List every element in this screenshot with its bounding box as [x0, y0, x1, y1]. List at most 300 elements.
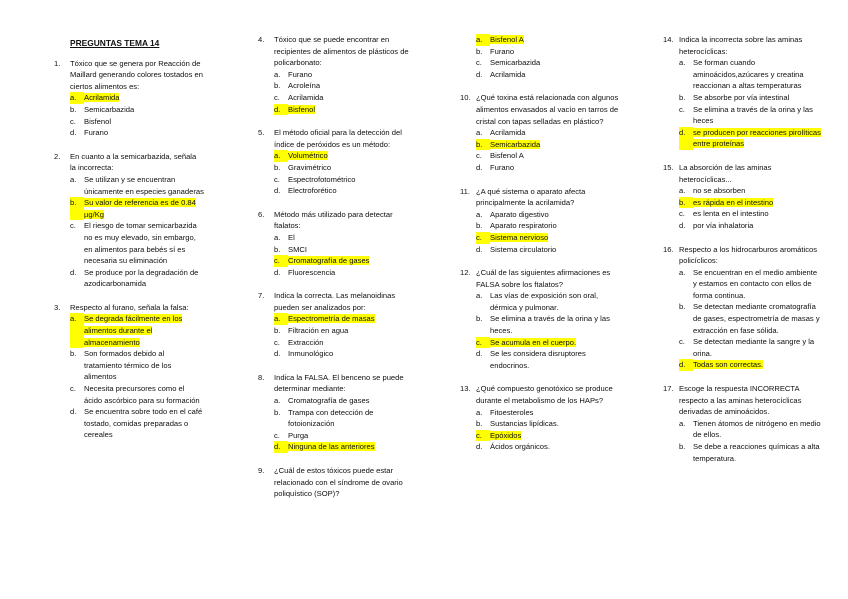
option-label: Extracción: [288, 337, 324, 347]
option-text: [288, 395, 413, 407]
answer-option: [476, 46, 620, 58]
answer-option: [274, 174, 413, 186]
option-label: Necesita precursores como el ácido ascórbico para su formación: [84, 384, 200, 405]
option-letter: c.: [476, 430, 490, 442]
option-letter: d.: [70, 407, 77, 417]
option-label: Semicarbazida: [490, 58, 541, 68]
option-label: Se les considera disruptores endocrinos.: [490, 349, 586, 370]
answer-option: [274, 185, 413, 197]
question-stem: [54, 151, 204, 174]
answer-option: [274, 407, 413, 430]
highlighted-answer: Se acumula en el cuerpo.: [490, 337, 577, 347]
option-letter: b.: [70, 197, 84, 220]
option-text: [84, 197, 204, 220]
option-text: [84, 383, 204, 406]
option-text: [288, 174, 413, 186]
option-text: [288, 104, 413, 116]
answer-option-correct: [679, 127, 823, 150]
option-letter: a.: [70, 92, 84, 104]
question-number: 17.: [663, 384, 674, 394]
option-text: [84, 104, 204, 116]
question-number: 11.: [460, 186, 470, 196]
option-letter: b.: [274, 81, 281, 91]
question-stem: [460, 92, 620, 127]
answer-option-correct: [274, 255, 413, 267]
question-text: ¿Cuál de las siguientes afirmaciones es FALSA sobre los ftalatos?: [476, 268, 611, 289]
answer-option: [476, 441, 620, 453]
answer-option-correct: [679, 359, 823, 371]
option-text: [288, 80, 413, 92]
option-text: [288, 325, 413, 337]
option-letter: b.: [679, 302, 686, 312]
option-label: Electroforético: [288, 186, 337, 196]
option-text: [84, 127, 204, 139]
option-label: Furano: [490, 46, 515, 56]
option-letter: d.: [274, 267, 281, 277]
option-label: Furano: [84, 128, 109, 138]
answer-option: [476, 290, 620, 313]
highlighted-answer: Bisfenol: [288, 104, 316, 114]
option-letter: a.: [476, 291, 483, 301]
answer-option: [679, 418, 823, 441]
question-stem: [663, 34, 823, 57]
question-number: 15.: [663, 162, 674, 172]
option-label: Aparato respiratorio: [490, 221, 557, 231]
answer-option-correct: [274, 150, 413, 162]
option-text: [288, 407, 413, 430]
question-stem: [258, 127, 413, 150]
option-label: Se utilizan y se encuentran únicamente en especies ganaderas: [84, 174, 204, 196]
question-text: Tóxico que se puede encontrar en recipientes de alimentos de plásticos de policarbonato:: [274, 35, 409, 68]
answer-option-correct: [70, 92, 204, 104]
option-text: [693, 418, 823, 441]
question-stem: [54, 302, 204, 314]
question-stem: [258, 372, 413, 395]
option-letter: c.: [274, 337, 280, 347]
option-text: [490, 290, 620, 313]
option-letter: c.: [476, 337, 490, 349]
option-letter: c.: [679, 104, 685, 114]
option-text: [84, 406, 204, 441]
answer-option: [476, 127, 620, 139]
option-label: Acrilamida: [288, 92, 324, 102]
answer-option: [679, 104, 823, 127]
question-item: [258, 372, 413, 453]
option-letter: a.: [476, 407, 483, 417]
option-letter: b.: [70, 104, 77, 114]
option-label: Sistema circulatorio: [490, 244, 557, 254]
option-letter: c.: [476, 232, 490, 244]
highlighted-answer: Epóxidos: [490, 430, 522, 440]
option-text: [490, 46, 620, 58]
option-label: Furano: [288, 69, 313, 79]
question-text: Respecto a los hidrocarburos aromáticos policíclicos:: [679, 244, 818, 266]
option-letter: d.: [70, 128, 77, 138]
question-stem: [258, 209, 413, 232]
answer-option: [274, 337, 413, 349]
option-text: [288, 430, 413, 442]
option-letter: b.: [679, 92, 686, 102]
highlighted-answer: Volumétrico: [288, 151, 328, 161]
question-text: Tóxico que se genera por Reacción de Maillard generando colores tostados en ciertos alimentos es:: [70, 58, 203, 91]
question-item: [460, 267, 620, 371]
option-letter: b.: [70, 349, 77, 359]
option-text: [693, 208, 823, 220]
answer-option: [679, 92, 823, 104]
answer-option: [679, 220, 823, 232]
question-item: [663, 244, 823, 372]
option-text: [288, 232, 413, 244]
question-text: ¿Qué compuesto genotóxico se produce durante el metabolismo de los HAPs?: [476, 384, 613, 406]
option-letter: d.: [274, 441, 288, 453]
answer-option: [679, 301, 823, 336]
option-text: [288, 185, 413, 197]
option-text: [693, 127, 823, 150]
question-stem: [460, 383, 620, 406]
option-text: [288, 255, 413, 267]
question-stem: [663, 162, 823, 185]
answer-option: [476, 418, 620, 430]
option-label: Filtración en agua: [288, 326, 349, 336]
option-text: [490, 139, 620, 151]
option-text: [490, 418, 620, 430]
question-number: 8.: [258, 372, 265, 382]
highlighted-answer: se producen por reacciones pirolíticas entre proteínas: [693, 127, 821, 149]
answer-option: [476, 57, 620, 69]
question-stem: [460, 186, 620, 209]
question-number: 4.: [258, 35, 265, 44]
option-text: [693, 301, 823, 336]
answer-option: [476, 150, 620, 162]
answer-option: [70, 116, 204, 128]
answer-option-correct: [70, 313, 204, 348]
question-item: [54, 58, 204, 139]
question-item: [258, 34, 413, 115]
highlighted-answer: Acrilamida: [84, 93, 120, 103]
option-letter: a.: [274, 232, 281, 242]
option-letter: d.: [274, 349, 281, 359]
option-text: [288, 162, 413, 174]
answer-option: [274, 69, 413, 81]
question-number: 3.: [54, 302, 61, 312]
answer-option: [70, 127, 204, 139]
option-letter: d.: [679, 220, 686, 230]
option-letter: c.: [476, 58, 482, 68]
option-label: Se encuentra sobre todo en el café tostado, comidas preparadas o cereales: [84, 407, 203, 440]
option-text: [693, 336, 823, 359]
question-number: 10.: [460, 93, 471, 103]
option-text: [288, 348, 413, 360]
question-number: 12.: [460, 268, 471, 278]
option-letter: a.: [274, 150, 288, 162]
column-1: [54, 34, 204, 453]
question-item: [663, 34, 823, 150]
option-text: [84, 116, 204, 128]
option-text: [490, 150, 620, 162]
option-label: Se forman cuando aminoácidos,azúcares y creatina reaccionan a altas temperaturas: [693, 58, 804, 91]
question-text: Escoge la respuesta INCORRECTA respecto a las aminas heterocíclicas derivadas de aminoácidos.: [679, 384, 802, 417]
option-label: es lenta en el intestino: [693, 209, 769, 219]
question-text: En cuanto a la semicarbazida, señala la incorrecta:: [70, 151, 197, 173]
option-label: Cromatografía de gases: [288, 396, 370, 406]
option-letter: b.: [476, 139, 490, 151]
question-number: 16.: [663, 244, 674, 254]
question-text: ¿Cuál de estos tóxicos puede estar relacionado con el síndrome de ovario poliquístico (SOP)?: [274, 466, 403, 499]
option-letter: d.: [274, 186, 281, 196]
answer-option-correct: [274, 104, 413, 116]
option-text: [693, 185, 823, 197]
option-letter: d.: [274, 104, 288, 116]
option-text: [490, 244, 620, 256]
column-2: [258, 34, 413, 512]
option-letter: d.: [70, 267, 77, 277]
option-letter: d.: [476, 162, 483, 172]
option-text: [490, 313, 620, 336]
option-label: Se detectan mediante cromatografía de gases, espectrometría de masas y extracción en fase sólida.: [693, 302, 820, 335]
answer-option: [274, 232, 413, 244]
answer-option: [70, 383, 204, 406]
highlighted-answer: Todas son correctas.: [693, 360, 764, 370]
answer-option: [679, 441, 823, 464]
option-letter: a.: [70, 174, 77, 184]
option-label: Fitoesteroles: [490, 407, 534, 417]
option-label: Son formados debido al tratamiento térmico de los alimentos: [84, 349, 172, 382]
answer-option-correct: [679, 197, 823, 209]
option-letter: a.: [476, 209, 483, 219]
answer-option: [476, 407, 620, 419]
option-letter: b.: [274, 326, 281, 336]
answer-option: [476, 162, 620, 174]
option-label: Tienen átomos de nitrógeno en medio de ellos.: [693, 418, 821, 440]
option-label: Se produce por la degradación de azodicarbonamida: [84, 267, 199, 289]
option-label: Bisfenol A: [490, 151, 524, 161]
highlighted-answer: Semicarbazida: [490, 139, 541, 149]
question-stem: [460, 267, 620, 290]
option-letter: c.: [274, 174, 280, 184]
answer-option: [274, 162, 413, 174]
option-label: Las vías de exposición son oral, dérmica y pulmonar.: [490, 291, 599, 312]
option-letter: b.: [274, 244, 281, 254]
answer-option: [476, 69, 620, 81]
answer-option: [679, 57, 823, 92]
option-letter: a.: [274, 69, 281, 79]
option-text: [490, 348, 620, 371]
question-text: ¿A qué sistema o aparato afecta principalmente la acrilamida?: [476, 186, 586, 208]
option-letter: c.: [679, 209, 685, 219]
option-text: [288, 337, 413, 349]
option-letter: b.: [476, 221, 483, 231]
option-text: [490, 209, 620, 221]
option-text: [490, 69, 620, 81]
question-number: 5.: [258, 128, 265, 138]
answer-option: [274, 430, 413, 442]
question-item: [54, 151, 204, 290]
option-text: [84, 313, 204, 348]
option-letter: a.: [274, 396, 281, 406]
answer-option: [70, 348, 204, 383]
option-letter: a.: [476, 34, 490, 46]
question-stem: [54, 58, 204, 93]
question-stem: [258, 34, 413, 69]
option-text: [693, 441, 823, 464]
question-text: Método más utilizado para detectar ftalatos:: [274, 209, 393, 231]
option-text: [693, 359, 823, 371]
question-number: 14.: [663, 35, 674, 44]
option-letter: c.: [679, 337, 685, 347]
option-letter: a.: [679, 186, 686, 196]
option-letter: d.: [679, 127, 693, 150]
option-letter: b.: [274, 407, 281, 417]
option-label: Acroleína: [288, 81, 321, 91]
option-text: [490, 57, 620, 69]
highlighted-answer: Se degrada fácilmente en los alimentos durante el almacenamiento: [84, 314, 183, 347]
option-text: [288, 92, 413, 104]
answer-option: [70, 174, 204, 197]
option-letter: a.: [70, 313, 84, 348]
question-text: La absorción de las aminas heterocíclicas...: [679, 162, 772, 184]
question-number: 1.: [54, 58, 61, 68]
answer-option-correct: [70, 197, 204, 220]
option-label: Semicarbazida: [84, 104, 135, 114]
column-4: [663, 34, 823, 476]
option-letter: a.: [679, 267, 686, 277]
question-number: 13.: [460, 384, 471, 394]
option-text: [84, 220, 204, 266]
option-text: [288, 244, 413, 256]
question-item: [663, 162, 823, 232]
answer-option-correct: [476, 232, 620, 244]
answer-option: [679, 185, 823, 197]
option-text: [490, 127, 620, 139]
question-item: [460, 186, 620, 256]
option-text: [288, 441, 413, 453]
option-text: [490, 430, 620, 442]
answer-option-correct: [476, 337, 620, 349]
highlighted-answer: Bisfenol A: [490, 35, 524, 44]
option-letter: c.: [70, 384, 76, 394]
option-letter: c.: [476, 151, 482, 161]
highlighted-answer: Sistema nervioso: [490, 232, 549, 242]
option-label: SMCI: [288, 244, 307, 254]
answer-option: [476, 209, 620, 221]
option-letter: c.: [274, 255, 288, 267]
highlighted-answer: Ninguna de las anteriores: [288, 442, 375, 452]
answer-option-correct: [476, 430, 620, 442]
question-item: [460, 383, 620, 453]
option-text: [288, 313, 413, 325]
option-label: Se elimina a través de la orina y las heces.: [490, 314, 610, 336]
option-letter: c.: [274, 92, 280, 102]
option-text: [288, 267, 413, 279]
answer-option: [679, 267, 823, 302]
option-text: [693, 104, 823, 127]
option-label: Se elimina a través de la orina y las heces: [693, 104, 813, 126]
question-number: 9.: [258, 466, 265, 475]
question-number: 6.: [258, 209, 265, 219]
page-title: PREGUNTAS TEMA 14: [70, 38, 160, 48]
option-label: Espectrofotométrico: [288, 174, 356, 184]
option-text: [693, 197, 823, 209]
highlighted-answer: es rápida en el intestino: [693, 197, 774, 207]
option-label: Gravimétrico: [288, 162, 332, 172]
option-letter: d.: [679, 359, 693, 371]
option-label: Se debe a reacciones químicas a alta temperatura.: [693, 442, 820, 463]
answer-option: [274, 348, 413, 360]
question-item: [460, 34, 620, 80]
answer-option: [476, 244, 620, 256]
question-number: 2.: [54, 151, 61, 161]
answer-option-correct: [274, 313, 413, 325]
answer-option: [274, 244, 413, 256]
question-item: [258, 290, 413, 360]
answer-option: [274, 80, 413, 92]
question-text: Indica la incorrecta sobre las aminas heterocíclicas:: [679, 35, 803, 56]
answer-option-correct: [476, 34, 620, 46]
option-letter: b.: [476, 314, 483, 324]
option-label: El: [288, 232, 295, 242]
option-text: [693, 57, 823, 92]
question-text: Indica la FALSA. El benceno se puede determinar mediante:: [274, 372, 404, 394]
option-text: [490, 34, 620, 46]
question-stem: [663, 383, 823, 418]
option-label: Bisfenol: [84, 116, 112, 126]
option-text: [490, 220, 620, 232]
option-letter: b.: [679, 197, 693, 209]
option-label: por vía inhalatoria: [693, 220, 754, 230]
highlighted-answer: Su valor de referencia es de 0.84 µg/Kg: [84, 198, 196, 219]
question-text: El método oficial para la detección del índice de peróxidos es un método:: [274, 128, 402, 149]
option-letter: c.: [274, 430, 280, 440]
option-letter: a.: [679, 418, 686, 428]
option-text: [490, 232, 620, 244]
option-label: Purga: [288, 430, 309, 440]
option-letter: c.: [70, 116, 76, 126]
option-letter: b.: [274, 162, 281, 172]
option-label: Aparato digestivo: [490, 209, 549, 219]
answer-option: [476, 220, 620, 232]
question-item: [258, 209, 413, 279]
question-stem: [663, 244, 823, 267]
option-label: Se absorbe por vía intestinal: [693, 92, 790, 102]
question-item: [460, 92, 620, 173]
highlighted-answer: Cromatografía de gases: [288, 256, 370, 266]
option-label: Acrilamida: [490, 128, 526, 138]
option-text: [84, 174, 204, 197]
question-item: [258, 465, 413, 500]
option-letter: d.: [476, 442, 483, 452]
answer-option-correct: [274, 441, 413, 453]
option-text: [288, 150, 413, 162]
answer-option: [274, 267, 413, 279]
answer-option: [274, 325, 413, 337]
option-label: El riesgo de tomar semicarbazida no es muy elevado, sin embargo, en alimentos para bebés sí es necesaria su eliminación: [84, 221, 197, 266]
option-text: [693, 220, 823, 232]
option-letter: b.: [476, 419, 483, 429]
option-letter: d.: [476, 244, 483, 254]
option-text: [84, 348, 204, 383]
option-label: no se absorben: [693, 186, 746, 196]
question-number: 7.: [258, 291, 265, 301]
option-label: Sustancias lipídicas.: [490, 419, 559, 429]
option-label: Ácidos orgánicos.: [490, 442, 550, 452]
question-item: [258, 127, 413, 197]
question-item: [663, 383, 823, 464]
option-letter: b.: [476, 46, 483, 56]
answer-option-correct: [476, 139, 620, 151]
option-text: [288, 69, 413, 81]
option-letter: a.: [274, 313, 288, 325]
answer-option: [70, 267, 204, 290]
